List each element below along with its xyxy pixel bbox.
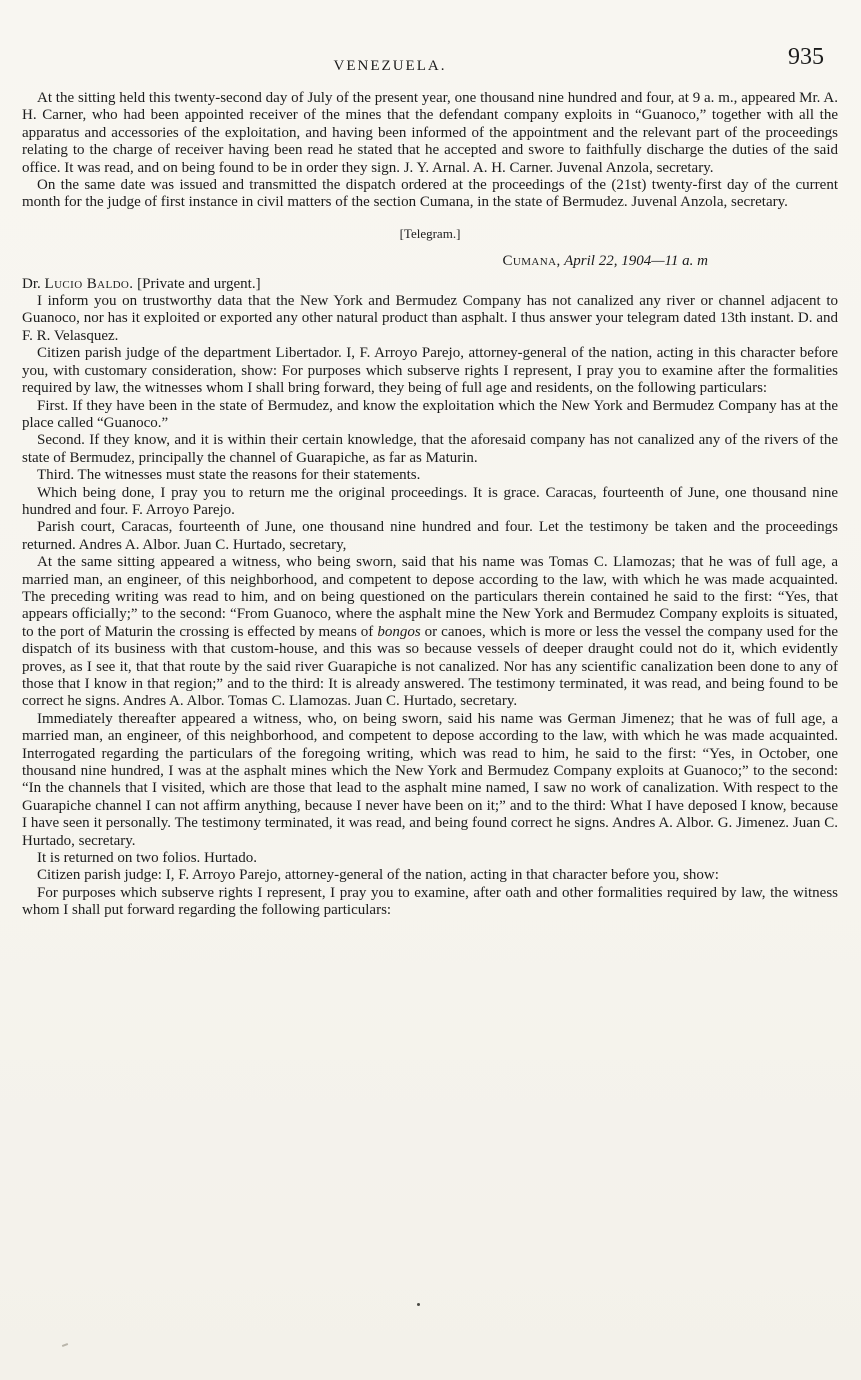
scan-artifact-dot xyxy=(417,1303,420,1306)
paragraph-dispatch: On the same date was issued and transmitted the dispatch ordered at the proceedings of the (21st) twenty-first day of the current month for the judge of first instance in civil matters of the section Cumana, in the state of Bermudez. Juvenal Anzola, secretary. xyxy=(22,177,838,211)
salutation-name: Lucio Baldo. xyxy=(44,275,134,292)
paragraph-inform: I inform you on trustworthy data that the New York and Bermudez Company has not canalized any river or channel adjacent to Guanoco, nor has it exploited or exported any other natural product than asphalt. I thus answer your telegram dated 13th instant. D. and F. R. Velasquez. xyxy=(22,293,838,344)
dateline-datetime: April 22, 1904—11 a. m xyxy=(560,253,708,270)
paragraph-parish-court: Parish court, Caracas, fourteenth of June, one thousand nine hundred and four. Let the testimony be taken and the proceedings returned. Andres A. Albor. Juan C. Hurtado, secretary, xyxy=(22,519,838,553)
running-title: VENEZUELA. xyxy=(333,58,447,74)
paragraph-sitting: At the sitting held this twenty-second day of July of the present year, one thousand nine hundred and four, at 9 a. m., appeared Mr. A. H. Carner, who had been appointed receiver of the mines that the defendant company exploits in “Guanoco,” together with all the apparatus and accessories of the exploitation, and having been informed of the appointment and the relevant part of the proceedings relating to the charge of receiver having been read he stated that he accepted and swore to faithfully discharge the duties of the said office. It was read, and on being found to be in order they sign. J. Y. Arnal. A. H. Carner. Juvenal Anzola, secretary. xyxy=(22,90,838,176)
llamozas-italic-word: bongos xyxy=(377,623,421,640)
paragraph-first: First. If they have been in the state of Bermudez, and know the exploitation which the New York and Bermudez Company has at the place called “Guanoco.” xyxy=(22,397,838,431)
salutation-prefix: Dr. xyxy=(22,275,45,292)
paragraph-second: Second. If they know, and it is within their certain knowledge, that the aforesaid company has not canalized any of the rivers of the state of Bermudez, principally the channel of Guarapiche, as far as Maturin. xyxy=(22,432,838,466)
page-number: 935 xyxy=(788,44,824,70)
paragraph-witness-llamozas xyxy=(22,554,838,711)
paragraph-witness-jimenez: Immediately thereafter appeared a witness, who, on being sworn, said his name was German Jimenez; that he was of full age, a married man, an engineer, of this neighborhood, and competent to depose according to the law, with which he was made acquainted. Interrogated regarding the particulars of the foregoing writing, which was read to him, he said to the first: “Yes, in October, one thousand nine hundred, I was at the asphalt mines which the New York and Bermudez Company exploits at Guanoco;” to the second: “In the channels that I visited, which are those that lead to the asphalt mine named, I saw no work of canalization. With respect to the Guarapiche channel I can not affirm anything, because I never have been on it;” and to the third: What I have deposed I know, because I have seen it personally. The testimony terminated, it was read, and being found correct he signs. Andres A. Albor. G. Jimenez. Juan C. Hurtado, secretary. xyxy=(22,710,838,849)
document-body xyxy=(22,90,838,920)
paragraph-third: Third. The witnesses must state the reasons for their statements. xyxy=(37,467,421,484)
telegram-label: [Telegram.] xyxy=(399,225,461,241)
llamozas-text-before: At the same sitting appeared a witness, who being sworn, said that his name was Tomas C. Llamozas; that he was of full age, a married man, an engineer, of this neighborhood, and competent to depose according to the law, with which he was made acquainted. The preceding writing was read to him, and on being questioned on the particulars therein contained he said to the first: “Yes, that appears officially;” to the second: “From Guanoco, where the asphalt mine the New York and Bermudez Company exploits is situated, to the port of Maturin the crossing is effected by means of xyxy=(22,554,838,640)
salutation xyxy=(22,276,838,293)
salutation-note: [Private and urgent.] xyxy=(133,275,261,292)
paragraph-folios: It is returned on two folios. Hurtado. xyxy=(37,850,257,867)
paragraph-citizen-judge-1: Citizen parish judge of the department Libertador. I, F. Arroyo Parejo, attorney-general of the nation, acting in this character before you, with customary consideration, show: For purposes which subserve rights I represent, I pray you to examine after the formalities required by law, the witnesses whom I shall bring forward, they being of full age and residents, on the following particulars: xyxy=(22,345,838,397)
dateline-place: Cumana, xyxy=(502,253,561,270)
scan-artifact-mark xyxy=(62,1343,68,1347)
paragraph-which-done: Which being done, I pray you to return me the original proceedings. It is grace. Caracas, fourteenth of June, one thousand nine hundred and four. F. Arroyo Parejo. xyxy=(22,484,838,518)
page-header xyxy=(22,46,838,90)
dateline xyxy=(22,253,838,270)
paragraph-citizen-judge-2: Citizen parish judge: I, F. Arroyo Parejo, attorney-general of the nation, acting in that character before you, show: xyxy=(37,867,719,884)
paragraph-for-purposes: For purposes which subserve rights I represent, I pray you to examine, after oath and other formalities required by law, the witness whom I shall put forward regarding the following particulars: xyxy=(22,884,838,919)
llamozas-text-after: or canoes, which is more or less the vessel the company used for the dispatch of its business with that custom-house, and this was so because vessels of deeper draught could not do it, which evidently proves, as I see it, that that route by the said river Guarapiche is not canalized. Nor has any scientific canalization been done to any of those that I know in that region;” and to the third: It is already answered. The testimony terminated, it was read, and being found to be correct he signs. Andres A. Albor. Tomas C. Llamozas. Juan C. Hurtado, secretary. xyxy=(22,623,838,710)
